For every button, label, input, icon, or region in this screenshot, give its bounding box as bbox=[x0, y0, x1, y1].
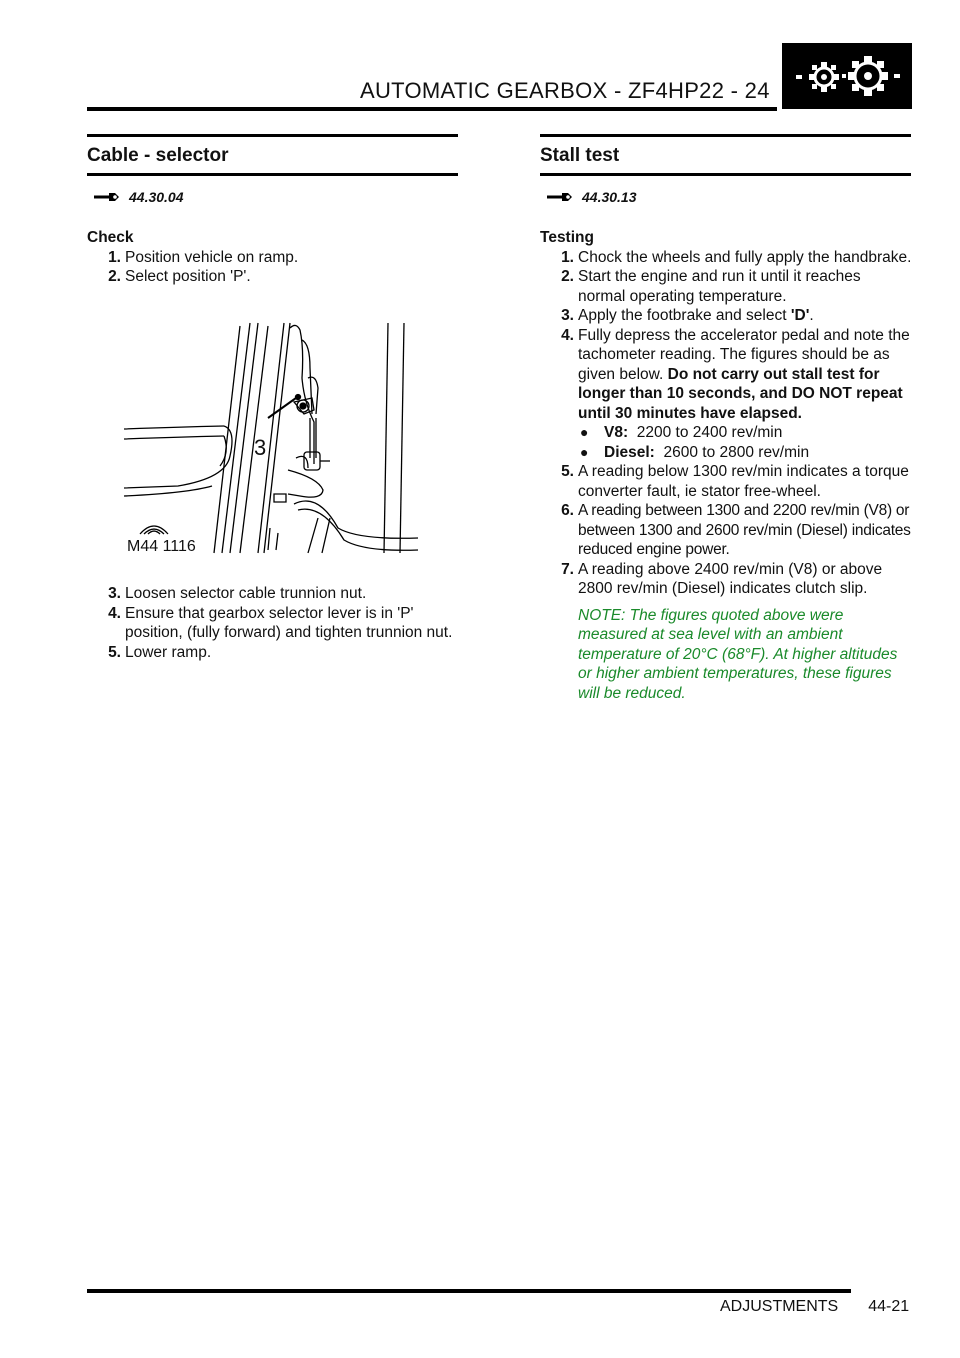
step bbox=[540, 267, 912, 306]
wrench-icon bbox=[93, 191, 121, 203]
step-text: A reading between 1300 and 2200 rev/min (V8) or between 1300 and 2600 rev/min (Diesel) indicates reduced engine power. bbox=[578, 502, 911, 558]
step bbox=[540, 248, 912, 268]
operation-code-text: 44.30.04 bbox=[129, 189, 184, 205]
bullet-value: 2200 to 2400 rev/min bbox=[636, 424, 783, 441]
step bbox=[540, 306, 912, 326]
step-number: 2. bbox=[561, 268, 574, 285]
subheading: Check bbox=[87, 229, 134, 246]
step bbox=[87, 604, 459, 643]
step-text bbox=[578, 326, 912, 424]
bullet-label: V8: bbox=[604, 424, 629, 441]
bullet-icon: ● bbox=[580, 424, 589, 440]
step bbox=[87, 248, 459, 268]
figure-id: M44 1116 bbox=[127, 538, 196, 555]
section-title: Stall test bbox=[540, 145, 620, 166]
list-item bbox=[578, 423, 912, 443]
step-number: 1. bbox=[108, 248, 121, 266]
step-text-part: Apply the footbrake and select bbox=[578, 307, 791, 324]
section-rule-bottom bbox=[540, 173, 911, 176]
wrench-icon bbox=[546, 191, 574, 203]
step-number: 1. bbox=[561, 248, 574, 266]
step-text: Chock the wheels and fully apply the handbrake. bbox=[578, 248, 912, 266]
selector-cable-illustration bbox=[118, 318, 418, 563]
step-text bbox=[578, 306, 912, 326]
header-rule bbox=[87, 107, 777, 111]
step-number: 2. bbox=[108, 268, 121, 285]
step-number: 4. bbox=[108, 604, 121, 622]
list-item bbox=[578, 443, 912, 463]
page-header-title: AUTOMATIC GEARBOX - ZF4HP22 - 24 bbox=[360, 78, 770, 103]
step bbox=[540, 462, 912, 501]
step-number: 7. bbox=[561, 560, 574, 578]
step bbox=[540, 501, 912, 560]
note: NOTE: The figures quoted above were measured at sea level with an ambient temperature of 20°C (68°F). At higher altitudes or higher ambient temperatures, these figures will be reduced. bbox=[578, 606, 898, 702]
right-steps bbox=[540, 228, 912, 703]
step-number: 5. bbox=[561, 463, 574, 480]
step-number: 4. bbox=[561, 326, 574, 344]
gears-icon bbox=[782, 43, 912, 109]
step-text: Position vehicle on ramp. bbox=[125, 248, 299, 266]
step-text-part: Fully depress the accelerator pedal and note the tachometer reading. The figures should be as given below. bbox=[578, 326, 910, 383]
subheading: Testing bbox=[540, 229, 594, 246]
step-text-part: . bbox=[809, 307, 814, 324]
bullet-value: 2600 to 2800 rev/min bbox=[663, 443, 810, 461]
operation-code bbox=[93, 189, 184, 205]
step-text: A reading below 1300 rev/min indicates a torque converter fault, ie stator free-wheel. bbox=[578, 463, 909, 500]
step-text: Ensure that gearbox selector lever is in 'P' position, (fully forward) and tighten trunnion nut. bbox=[125, 604, 453, 641]
step-number: 3. bbox=[108, 585, 121, 602]
section-rule-top bbox=[540, 134, 911, 137]
step-text: A reading above 2400 rev/min (V8) or above 2800 rev/min (Diesel) indicates clutch slip. bbox=[578, 560, 883, 597]
step bbox=[87, 643, 459, 663]
bullet-text bbox=[604, 423, 782, 443]
operation-code bbox=[546, 189, 637, 205]
section-title: Cable - selector bbox=[87, 145, 229, 166]
step bbox=[87, 267, 459, 287]
left-steps-a bbox=[87, 228, 459, 287]
warning-text: Do not carry out stall test for longer than 10 seconds, and DO NOT repeat until 30 minutes have elapsed. bbox=[578, 365, 903, 422]
step bbox=[87, 584, 459, 604]
step-number: 3. bbox=[561, 307, 574, 324]
step bbox=[540, 326, 912, 424]
section-rule-top bbox=[87, 134, 458, 137]
bullet-text bbox=[604, 443, 809, 463]
section-rule-bottom bbox=[87, 173, 458, 176]
bullet-icon: ● bbox=[580, 443, 589, 460]
bullet-label: Diesel: bbox=[604, 443, 655, 461]
gear-position: 'D' bbox=[790, 307, 810, 324]
operation-code-text: 44.30.13 bbox=[582, 189, 637, 205]
step-text: Select position 'P'. bbox=[125, 268, 251, 285]
step-text: Loosen selector cable trunnion nut. bbox=[125, 585, 367, 602]
footer-section: ADJUSTMENTS bbox=[720, 1298, 839, 1315]
footer-rule bbox=[87, 1289, 851, 1293]
step-text: Start the engine and run it until it reaches normal operating temperature. bbox=[578, 268, 861, 305]
step-number: 5. bbox=[108, 643, 121, 661]
page-number: 44-21 bbox=[868, 1298, 910, 1315]
footer bbox=[720, 1298, 909, 1316]
figure-callout: 3 bbox=[254, 435, 267, 460]
step-text: Lower ramp. bbox=[125, 643, 212, 661]
left-steps-b bbox=[87, 584, 459, 662]
step-number: 6. bbox=[561, 502, 574, 519]
step bbox=[540, 560, 912, 599]
